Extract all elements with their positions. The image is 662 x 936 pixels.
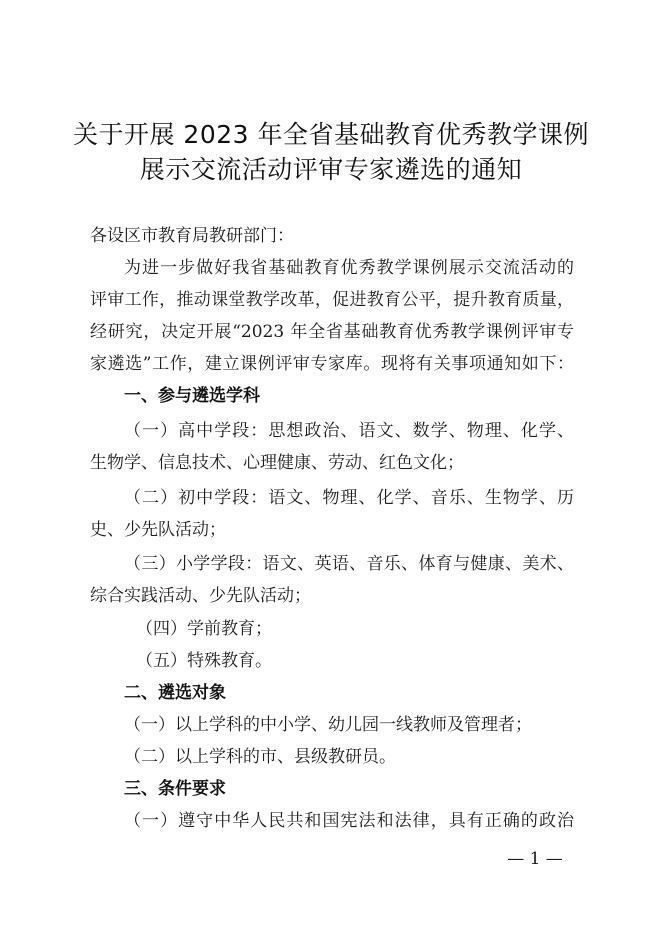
- section-heading-1: 一、参与遴选学科: [124, 386, 260, 406]
- intro-line-1: 为进一步做好我省基础教育优秀教学课例展示交流活动的: [124, 258, 574, 278]
- intro-line-3: 经研究，决定开展“2023 年全省基础教育优秀教学课例评审专: [90, 322, 574, 342]
- intro-line-2: 评审工作，推动课堂教学改革，促进教育公平，提升教育质量，: [90, 290, 574, 310]
- document-title-line-2: 展示交流活动评审专家遴选的通知: [139, 155, 523, 184]
- document-title-line-1: 关于开展 2023 年全省基础教育优秀教学课例: [72, 120, 590, 149]
- intro-line-4: 家遴选”工作，建立课例评审专家库。现将有关事项通知如下：: [90, 354, 574, 374]
- section-heading-2: 二、遴选对象: [124, 683, 226, 703]
- section2-line-1: （一）以上学科的中小学、幼儿园一线教师及管理者；: [124, 715, 532, 735]
- section1-line-7: （四）学前教育；: [136, 619, 272, 639]
- section-heading-3: 三、条件要求: [124, 779, 226, 799]
- salutation: 各设区市教育局教研部门：: [90, 226, 294, 246]
- section1-line-8: （五）特殊教育。: [136, 651, 272, 671]
- section1-line-6: 综合实践活动、少先队活动；: [90, 586, 311, 606]
- section1-line-3: （二）初中学段：语文、物理、化学、音乐、生物学、历: [124, 488, 574, 508]
- section1-line-4: 史、少先队活动；: [90, 520, 226, 540]
- section3-line-1: （一）遵守中华人民共和国宪法和法律，具有正确的政治: [124, 811, 574, 831]
- section1-line-5: （三）小学学段：语文、英语、音乐、体育与健康、美术、: [124, 554, 574, 574]
- page-number: — 1 —: [507, 849, 563, 869]
- section1-line-1: （一）高中学段：思想政治、语文、数学、物理、化学、: [124, 421, 574, 441]
- section2-line-2: （二）以上学科的市、县级教研员。: [124, 747, 396, 767]
- section1-line-2: 生物学、信息技术、心理健康、劳动、红色文化；: [90, 453, 464, 473]
